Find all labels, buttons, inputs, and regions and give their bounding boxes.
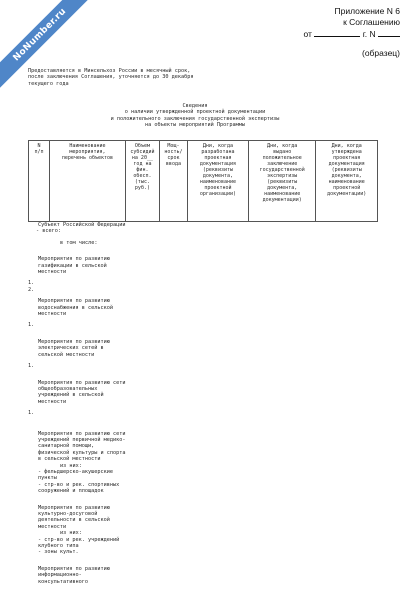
list-item: - стр-во и рек. учреждений [38,536,120,543]
spacer [28,246,168,256]
list-item: Мероприятия по развитию [38,565,110,572]
column-header [29,141,50,222]
column-header-line: перечень объектов [61,155,114,161]
table-header-row [29,141,378,222]
column-header-line: организации) [199,191,236,197]
list-item: консультативного [38,578,88,585]
watermark-ribbon: NoNumber.ru [0,0,96,91]
column-header-line: утверждена [331,149,362,155]
column-header [125,141,159,222]
column-header-line: (реквизиты [331,167,362,173]
column-header-line: проектной [333,185,361,191]
agreement-reference: к Соглашению [343,17,400,27]
column-header-line: документа, [202,173,233,179]
document-title [40,103,350,129]
list-item: Мероприятия по развитию [38,504,110,511]
column-header-line: (реквизиты [267,179,298,185]
column-header-line: проектная [204,155,232,161]
column-header-line: Наименование мероприятия, [69,143,106,155]
column-header-line: Дни, когда [331,143,362,149]
list-item: клубного типа [38,543,79,550]
column-header [248,141,316,222]
intro-line: Предоставляется в Минсельхоз России в месячный срок, [28,68,191,74]
column-header-line: заключение [267,161,298,167]
intro-note [28,68,288,87]
list-item: - зоны культ. [38,549,79,556]
column-header-line: Дни, когда [202,143,233,149]
list-item: местности [38,311,67,318]
column-header-line: выдано [273,149,292,155]
spacer [28,417,168,431]
column-header-line: обесп. [133,173,152,179]
column-header-line: положительное [262,155,302,161]
column-header-line: ность/ [164,149,183,155]
list-item: санитарной помощи, [38,443,95,450]
list-item: сельской местности [38,351,95,358]
column-header [159,141,187,222]
list-item: электрических сетей в [38,345,104,352]
column-header-line: N [37,143,41,149]
list-item: - фельдшерско-акушерские [38,468,113,475]
list-item: учреждений первичной медико- [38,436,126,443]
from-prefix: от [303,29,312,39]
title-line: и положительного заключения государственной экспертизы [110,115,280,122]
column-header-line: проектная [333,155,361,161]
column-header-line: экспертизы [267,173,298,179]
date-blank [314,28,360,37]
list-item: информационно- [38,572,82,579]
list-item: газификации в сельской [38,262,107,269]
list-item: культурно-досуговой [38,511,98,517]
list-item: Мероприятия по развитию сети [38,430,126,437]
list-item: из них: [60,462,82,469]
list-item: местности [38,523,67,530]
list-item: общеобразовательных [38,385,98,392]
intro-line: после заключения Соглашения, уточняется до 30 декабря [28,74,194,81]
list-item: из них: [60,530,82,537]
list-item: Мероприятия по развитию [38,338,110,345]
column-header-line: документа, [331,173,362,179]
column-header-line: руб.) [134,185,150,191]
column-header-line: год на [133,161,152,167]
list-item: в сельской местности [38,456,101,463]
column-header-line: государственной [259,167,305,173]
column-header-line: Мощ- [167,143,180,149]
column-header-line: фин. [136,167,149,173]
column-header-line: срок [167,155,180,161]
column-header-line: (реквизиты [202,167,233,173]
list-item: учреждений в сельской [38,392,104,399]
sample-label: (образец) [361,48,400,58]
column-header-line: документации) [327,191,367,197]
title-line: Сведения [182,103,208,109]
column-header-line: Объем [134,143,150,149]
appendix-number: Приложение N 6 [334,6,400,16]
list-item: Мероприятия по развитию сети [38,379,126,386]
list-item: местности [38,269,67,276]
spacer [28,370,168,380]
list-item: Мероприятия по развитию [38,298,110,305]
spacer [28,329,168,339]
column-header-line: документация [328,161,365,167]
list-item: 1. [28,280,35,287]
spacer [28,495,168,505]
list-item: Субъект Российской Федерации [38,222,126,228]
document-header [304,6,401,59]
column-header-line: п/п [34,149,44,155]
program-activities-list [28,222,168,585]
intro-line: текущего года [28,80,69,87]
column-header-line: ввода [165,161,181,167]
list-item: - стр-во и рек. спортивных [38,481,120,488]
title-line: о наличии утвержденной проектной документации [124,109,266,116]
column-header-line: разработана [201,149,235,155]
column-header-line: наименование [199,179,236,185]
list-item: в том числе: [60,239,98,246]
column-header-line: наименование [264,191,301,197]
list-item: местности [38,398,67,405]
column-header-line: проектной [204,185,232,191]
column-header-line: субсидий [130,149,155,155]
column-header-line: на 20__ [131,155,153,161]
column-header-line: документация [199,161,236,167]
list-item: - всего: [36,228,61,235]
list-item: 2. [28,286,35,293]
list-item: 1. [28,363,35,370]
column-header [49,141,125,222]
list-item: Мероприятия по развитию [38,256,110,263]
column-header [187,141,248,222]
column-header-line: документа, [267,185,298,191]
list-item: физической культуры и спорта [38,449,126,456]
column-header-line: наименование [328,179,365,185]
list-item: сооружений и площадок [38,488,104,495]
agreement-date-line [304,28,401,40]
title-line: на объекты мероприятий Программы [145,122,245,129]
column-header-line: документации) [262,197,302,203]
number-blank [378,28,400,37]
list-item: 1. [28,322,35,329]
year-number-suffix: г. N [362,29,376,39]
list-item: водоснабжения в сельской [38,304,113,311]
list-item: 1. [28,410,35,417]
spacer [28,556,168,566]
column-header [316,141,378,222]
list-item: деятельности в сельской [38,517,110,524]
data-table [28,140,378,222]
list-item: пункты [38,475,57,482]
column-header-line: Дни, когда [267,143,298,149]
column-header-line: (тыс. [134,179,150,185]
